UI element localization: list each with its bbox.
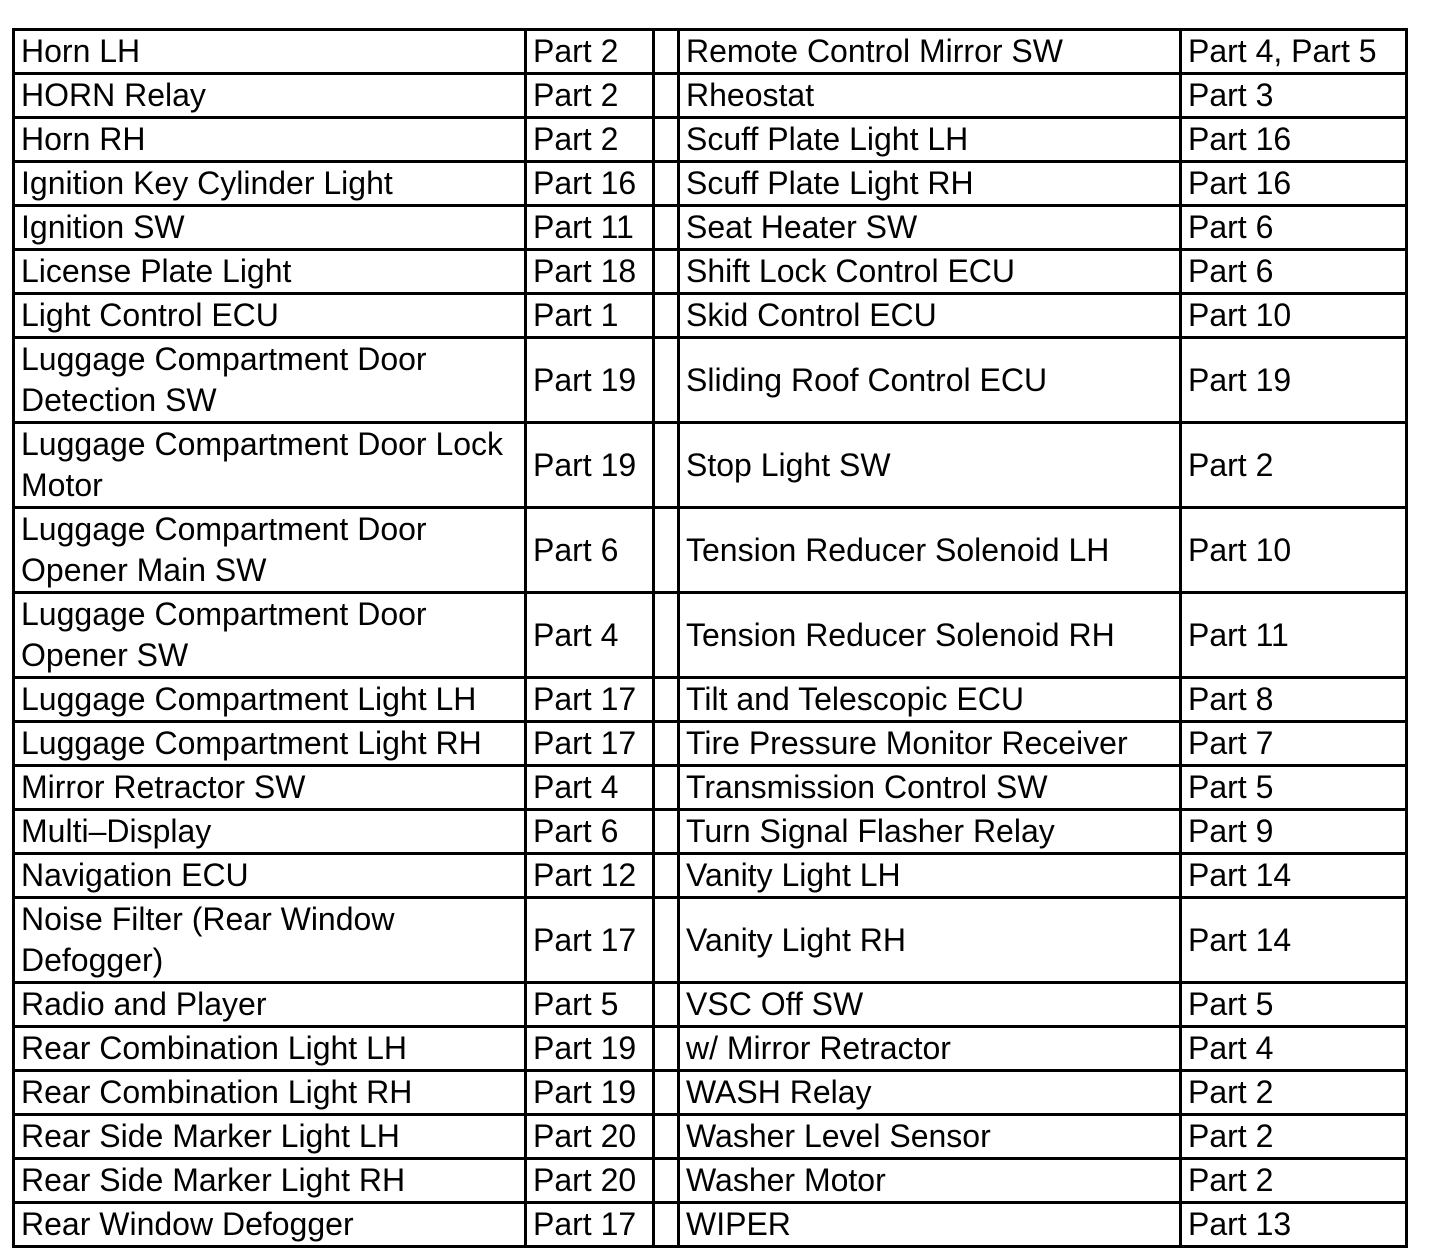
table-row <box>14 338 1407 423</box>
right-component-name: Tilt and Telescopic ECU <box>679 678 1181 722</box>
left-part-reference: Part 6 <box>526 508 654 593</box>
column-gap <box>654 508 679 593</box>
left-component-name: Ignition SW <box>14 206 526 250</box>
table-row <box>14 1203 1407 1247</box>
right-part-reference: Part 4, Part 5 <box>1181 30 1407 74</box>
column-gap <box>654 722 679 766</box>
left-part-reference: Part 19 <box>526 423 654 508</box>
left-component-name: Rear Window Defogger <box>14 1203 526 1247</box>
column-gap <box>654 338 679 423</box>
table-row <box>14 593 1407 678</box>
right-component-name: w/ Mirror Retractor <box>679 1027 1181 1071</box>
right-component-name: Remote Control Mirror SW <box>679 30 1181 74</box>
right-component-name: Seat Heater SW <box>679 206 1181 250</box>
column-gap <box>654 1159 679 1203</box>
column-gap <box>654 162 679 206</box>
right-part-reference: Part 16 <box>1181 162 1407 206</box>
table-row <box>14 722 1407 766</box>
right-component-name: Stop Light SW <box>679 423 1181 508</box>
left-part-reference: Part 17 <box>526 898 654 983</box>
left-component-name: Light Control ECU <box>14 294 526 338</box>
column-gap <box>654 766 679 810</box>
table-row <box>14 1159 1407 1203</box>
right-part-reference: Part 14 <box>1181 898 1407 983</box>
left-part-reference: Part 1 <box>526 294 654 338</box>
left-component-name: License Plate Light <box>14 250 526 294</box>
column-gap <box>654 593 679 678</box>
column-gap <box>654 854 679 898</box>
table-row <box>14 898 1407 983</box>
left-component-name: Rear Side Marker Light LH <box>14 1115 526 1159</box>
right-component-name: Scuff Plate Light LH <box>679 118 1181 162</box>
column-gap <box>654 983 679 1027</box>
table-row <box>14 854 1407 898</box>
right-part-reference: Part 6 <box>1181 250 1407 294</box>
column-gap <box>654 250 679 294</box>
column-gap <box>654 206 679 250</box>
left-component-name: Luggage Compartment Door Opener Main SW <box>14 508 526 593</box>
right-component-name: Rheostat <box>679 74 1181 118</box>
column-gap <box>654 898 679 983</box>
right-component-name: VSC Off SW <box>679 983 1181 1027</box>
table-row <box>14 1071 1407 1115</box>
table-row <box>14 74 1407 118</box>
left-part-reference: Part 6 <box>526 810 654 854</box>
right-part-reference: Part 11 <box>1181 593 1407 678</box>
right-component-name: Washer Motor <box>679 1159 1181 1203</box>
right-component-name: Vanity Light RH <box>679 898 1181 983</box>
right-part-reference: Part 16 <box>1181 118 1407 162</box>
column-gap <box>654 30 679 74</box>
right-component-name: Shift Lock Control ECU <box>679 250 1181 294</box>
table-row <box>14 508 1407 593</box>
right-part-reference: Part 10 <box>1181 508 1407 593</box>
left-component-name: Luggage Compartment Door Opener SW <box>14 593 526 678</box>
right-component-name: Skid Control ECU <box>679 294 1181 338</box>
right-part-reference: Part 2 <box>1181 1071 1407 1115</box>
column-gap <box>654 1115 679 1159</box>
left-part-reference: Part 4 <box>526 593 654 678</box>
left-part-reference: Part 20 <box>526 1115 654 1159</box>
left-part-reference: Part 5 <box>526 983 654 1027</box>
left-component-name: Horn RH <box>14 118 526 162</box>
right-component-name: WIPER <box>679 1203 1181 1247</box>
right-part-reference: Part 19 <box>1181 338 1407 423</box>
table-row <box>14 423 1407 508</box>
right-part-reference: Part 13 <box>1181 1203 1407 1247</box>
left-component-name: Luggage Compartment Door Lock Motor <box>14 423 526 508</box>
column-gap <box>654 423 679 508</box>
left-component-name: HORN Relay <box>14 74 526 118</box>
column-gap <box>654 810 679 854</box>
left-component-name: Luggage Compartment Light LH <box>14 678 526 722</box>
left-part-reference: Part 2 <box>526 74 654 118</box>
right-part-reference: Part 7 <box>1181 722 1407 766</box>
right-part-reference: Part 4 <box>1181 1027 1407 1071</box>
column-gap <box>654 74 679 118</box>
right-component-name: Scuff Plate Light RH <box>679 162 1181 206</box>
left-component-name: Rear Combination Light LH <box>14 1027 526 1071</box>
left-component-name: Luggage Compartment Door Detection SW <box>14 338 526 423</box>
left-part-reference: Part 2 <box>526 118 654 162</box>
column-gap <box>654 118 679 162</box>
left-component-name: Mirror Retractor SW <box>14 766 526 810</box>
left-part-reference: Part 17 <box>526 1203 654 1247</box>
right-component-name: Turn Signal Flasher Relay <box>679 810 1181 854</box>
left-component-name: Multi–Display <box>14 810 526 854</box>
component-index-body <box>14 30 1407 1247</box>
right-component-name: Tire Pressure Monitor Receiver <box>679 722 1181 766</box>
right-part-reference: Part 2 <box>1181 423 1407 508</box>
column-gap <box>654 1027 679 1071</box>
right-part-reference: Part 5 <box>1181 983 1407 1027</box>
right-part-reference: Part 9 <box>1181 810 1407 854</box>
right-component-name: Tension Reducer Solenoid LH <box>679 508 1181 593</box>
right-component-name: Transmission Control SW <box>679 766 1181 810</box>
left-part-reference: Part 18 <box>526 250 654 294</box>
table-row <box>14 118 1407 162</box>
left-component-name: Radio and Player <box>14 983 526 1027</box>
table-row <box>14 206 1407 250</box>
table-row <box>14 983 1407 1027</box>
left-part-reference: Part 19 <box>526 1071 654 1115</box>
left-part-reference: Part 12 <box>526 854 654 898</box>
right-part-reference: Part 14 <box>1181 854 1407 898</box>
right-component-name: Vanity Light LH <box>679 854 1181 898</box>
left-part-reference: Part 17 <box>526 678 654 722</box>
right-component-name: Tension Reducer Solenoid RH <box>679 593 1181 678</box>
left-part-reference: Part 2 <box>526 30 654 74</box>
right-part-reference: Part 2 <box>1181 1115 1407 1159</box>
left-part-reference: Part 16 <box>526 162 654 206</box>
left-part-reference: Part 19 <box>526 338 654 423</box>
right-component-name: Sliding Roof Control ECU <box>679 338 1181 423</box>
table-row <box>14 30 1407 74</box>
table-row <box>14 766 1407 810</box>
table-row <box>14 1027 1407 1071</box>
left-part-reference: Part 4 <box>526 766 654 810</box>
left-part-reference: Part 19 <box>526 1027 654 1071</box>
left-component-name: Noise Filter (Rear Window Defogger) <box>14 898 526 983</box>
left-component-name: Navigation ECU <box>14 854 526 898</box>
left-part-reference: Part 11 <box>526 206 654 250</box>
left-part-reference: Part 17 <box>526 722 654 766</box>
right-component-name: Washer Level Sensor <box>679 1115 1181 1159</box>
table-row <box>14 250 1407 294</box>
right-part-reference: Part 3 <box>1181 74 1407 118</box>
column-gap <box>654 294 679 338</box>
right-part-reference: Part 8 <box>1181 678 1407 722</box>
table-row <box>14 294 1407 338</box>
right-part-reference: Part 5 <box>1181 766 1407 810</box>
left-component-name: Rear Side Marker Light RH <box>14 1159 526 1203</box>
right-part-reference: Part 2 <box>1181 1159 1407 1203</box>
table-row <box>14 678 1407 722</box>
left-part-reference: Part 20 <box>526 1159 654 1203</box>
left-component-name: Rear Combination Light RH <box>14 1071 526 1115</box>
column-gap <box>654 1071 679 1115</box>
left-component-name: Horn LH <box>14 30 526 74</box>
column-gap <box>654 1203 679 1247</box>
column-gap <box>654 678 679 722</box>
table-row <box>14 810 1407 854</box>
table-row <box>14 1115 1407 1159</box>
left-component-name: Luggage Compartment Light RH <box>14 722 526 766</box>
right-component-name: WASH Relay <box>679 1071 1181 1115</box>
left-component-name: Ignition Key Cylinder Light <box>14 162 526 206</box>
component-index-table <box>12 28 1408 1248</box>
right-part-reference: Part 6 <box>1181 206 1407 250</box>
right-part-reference: Part 10 <box>1181 294 1407 338</box>
table-row <box>14 162 1407 206</box>
